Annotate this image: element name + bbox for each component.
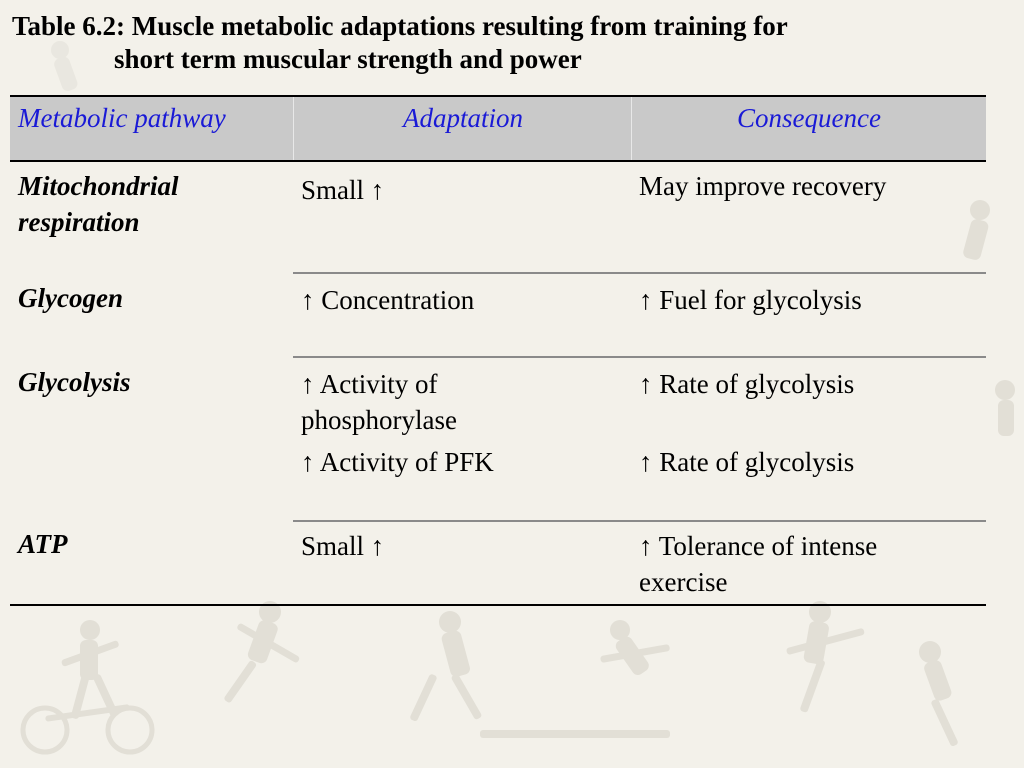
consequence-line: ↑ Tolerance of intense [639, 531, 878, 561]
metabolic-adaptations-table [10, 95, 986, 606]
title-line-2: short term muscular strength and power [114, 44, 582, 74]
table-row [10, 274, 986, 358]
adaptation-cell [301, 366, 621, 480]
consequence-cell [639, 528, 984, 600]
consequence-cell [639, 366, 984, 480]
pathway-cell: ATP [18, 529, 68, 559]
table-bottom-rule [10, 604, 986, 606]
title-line-1: Table 6.2: Muscle metabolic adaptations resulting from training for [12, 11, 788, 41]
adaptation-line: phosphorylase [301, 405, 457, 435]
table-row [10, 162, 986, 274]
adaptation-line: ↑ Activity of PFK [301, 447, 494, 477]
consequence-cell: ↑ Fuel for glycolysis [639, 285, 862, 315]
table-row [10, 358, 986, 522]
consequence-line: ↑ Rate of glycolysis [639, 447, 855, 477]
header-metabolic-pathway: Metabolic pathway [18, 103, 226, 133]
header-divider [293, 97, 294, 160]
pathway-label-line: respiration [18, 207, 140, 237]
consequence-line: ↑ Rate of glycolysis [639, 369, 855, 399]
table-row [10, 522, 986, 606]
pathway-label-line: Mitochondrial [18, 171, 179, 201]
adaptation-cell: Small ↑ [301, 531, 385, 561]
consequence-cell: May improve recovery [639, 171, 887, 201]
adaptation-cell: ↑ Concentration [301, 285, 475, 315]
header-divider [631, 97, 632, 160]
header-adaptation: Adaptation [403, 103, 523, 133]
header-consequence: Consequence [737, 103, 881, 133]
adaptation-cell: Small ↑ [301, 175, 385, 205]
pathway-cell [18, 168, 288, 240]
pathway-cell: Glycogen [18, 283, 123, 313]
table-header-row [10, 95, 986, 162]
consequence-line: exercise [639, 567, 728, 597]
pathway-cell: Glycolysis [18, 367, 131, 397]
table-title [12, 10, 1012, 76]
adaptation-line: ↑ Activity of [301, 369, 438, 399]
